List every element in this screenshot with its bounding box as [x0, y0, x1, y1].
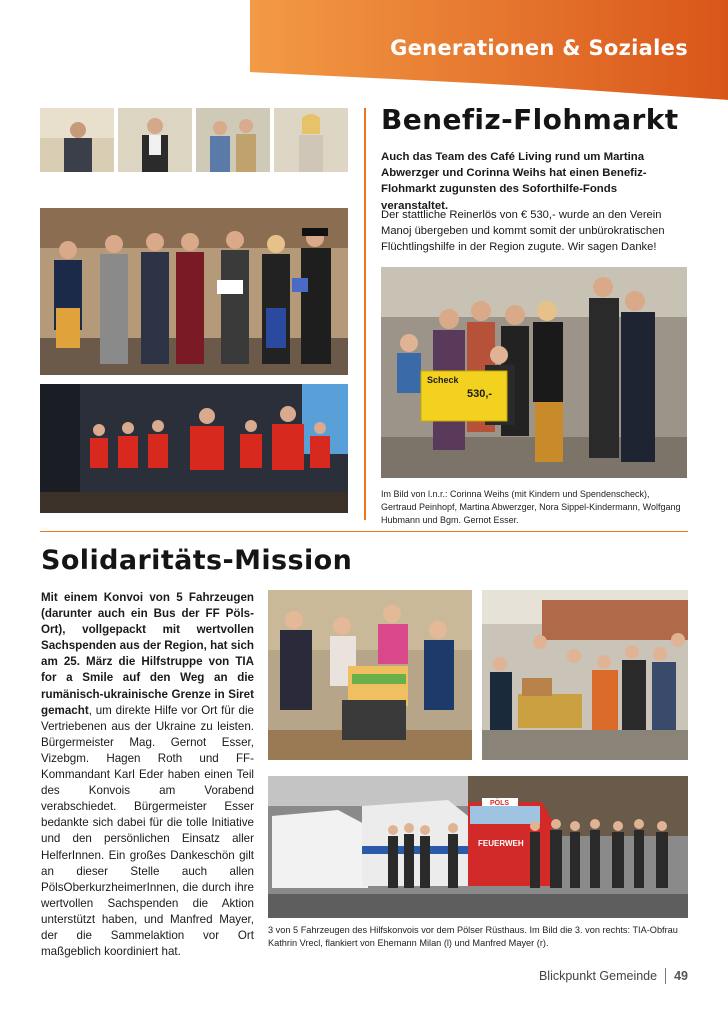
- page-footer: [539, 968, 688, 984]
- photo-speaker-1: [40, 108, 114, 172]
- photo-children-cart: [482, 590, 688, 760]
- column-divider: [364, 108, 366, 520]
- photo-singer-male: [118, 108, 192, 172]
- caption-flohmarkt: Im Bild von l.n.r.: Corinna Weihs (mit Kindern und Spendenscheck), Gertraud Peinhopf, Martina Abwerzger, Nora Sippel-Kindermann, Wolfgang Hubmann und Bgm. Gernot Esser.: [381, 489, 681, 525]
- article-body-mission: [41, 590, 254, 960]
- truck-label: FEUERWEH: [478, 839, 524, 848]
- article-title-flohmarkt: Benefiz-Flohmarkt: [381, 103, 679, 136]
- check-amount: 530,-: [467, 388, 493, 400]
- article-body-flohmarkt: Der stattliche Reinerlös von € 530,- wurde an den Verein Manoj übergeben und kommt somit der unbürokratischen Flüchtlingshilfe in der Region zugute. Wir sagen Danke!: [381, 209, 665, 254]
- publication-name: Blickpunkt Gemeinde: [538, 969, 658, 983]
- photo-duo-singers: [196, 108, 270, 172]
- article-title-mission: Solidaritäts-Mission: [41, 545, 353, 576]
- article-body-mission-bold: Mit einem Konvoi von 5 Fahrzeugen (darunter auch ein Bus der FF Pöls-Ort), vollgepackt mit wertvollen Sachspenden aus der Region, hat sich am 25. März die Hilfstruppe von TIA for a Smile auf den Weg an die rumänisch-ukrainische Grenze in Siret gemacht: [41, 591, 254, 717]
- photo-convoy-vehicles: [268, 776, 688, 918]
- photo-donation-check: [381, 267, 687, 478]
- caption-convoy: 3 von 5 Fahrzeugen des Hilfskonvois vor dem Pölser Rüsthaus. Im Bild die 3. von rechts: TIA-Obfrau Kathrin Vrecl, flankiert von Ehemann Milan (l) und Manfred Mayer (r).: [268, 925, 678, 948]
- photo-group-award: [40, 208, 348, 375]
- photo-singer-female: [274, 108, 348, 172]
- photo-stage-performance: [40, 384, 348, 513]
- section-title: Generationen & Soziales: [390, 36, 688, 60]
- section-divider: [40, 531, 688, 532]
- footer-separator: [665, 968, 666, 984]
- header-banner: [0, 0, 728, 100]
- article-lead-flohmarkt: Auch das Team des Café Living rund um Martina Abwerzger und Corinna Weihs hat einen Benefiz-Flohmarkt zugunsten des Soforthilfe-Fonds veranstaltet.: [381, 151, 647, 212]
- article-body-mission-rest: , um direkte Hilfe vor Ort für die Vertriebenen aus der Ukraine zu leisten. Bürgermeister Mag. Gernot Esser, Vizebgm. Hagen Roth und FF-Kommandant Karl Eder haben einen Teil des Konvois am Vorabend verabschiedet. Bürgermeister Esser bedankte sich dabei für die tolle Initiative und den persönlichen Einsatz aller HelferInnen. Ein großes Dankeschön gilt an dieser Stelle auch allen PölsOberkurzheimerInnen, die durch ihre wertvollen Sachspenden die Aktion unterstützt haben, und Manfred Mayer, der die Sammelaktion vor Ort maßgeblich koordiniert hat.: [41, 703, 254, 959]
- page-number: 49: [674, 969, 688, 983]
- check-label: Scheck: [427, 375, 459, 385]
- photo-children-donations: [268, 590, 472, 760]
- truck-sign: PÖLS: [490, 800, 510, 807]
